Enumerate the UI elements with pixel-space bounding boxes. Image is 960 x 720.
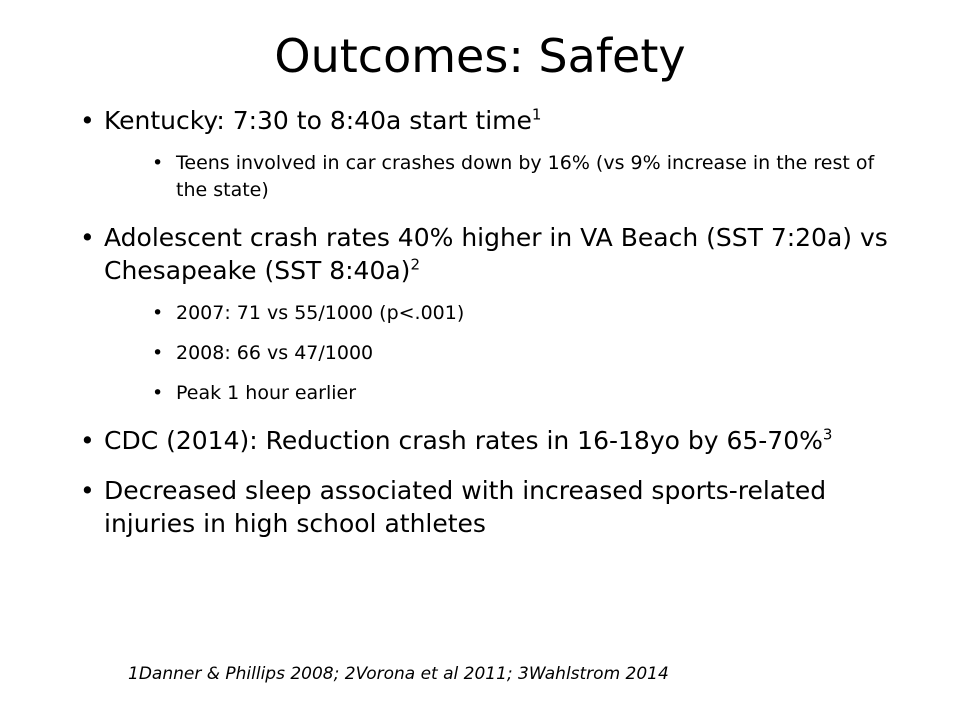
sub-bullet [152, 300, 900, 327]
bullet-dot-icon: • [80, 476, 95, 505]
sub-bullet-text: Teens involved in car crashes down by 16% (vs 9% increase in the rest of the state) [176, 152, 875, 201]
bullet-list [80, 104, 900, 557]
sub-bullet-list [152, 300, 900, 407]
sub-bullet-text: Peak 1 hour earlier [176, 382, 357, 404]
citation-superscript: 1 [531, 105, 542, 124]
bullet-dot-icon: • [152, 152, 164, 174]
bullet-text: Decreased sleep associated with increased sports-related injuries in high school athletes [104, 476, 827, 538]
bullet-text: CDC (2014): Reduction crash rates in 16-18yo by 65-70% [104, 426, 823, 455]
bullet-cdc [80, 424, 900, 457]
citation-superscript: 2 [410, 255, 420, 274]
bullet-crash-rates [80, 221, 900, 407]
bullet-text: Adolescent crash rates 40% higher in VA Beach (SST 7:20a) vs Chesapeake (SST 8:40a) [104, 223, 888, 285]
sub-bullet-text: 2008: 66 vs 47/1000 [176, 342, 374, 364]
bullet-text: Kentucky: 7:30 to 8:40a start time [104, 106, 532, 135]
bullet-dot-icon: • [80, 106, 95, 135]
bullet-dot-icon: • [152, 302, 164, 324]
references-footnote: 1Danner & Phillips 2008; 2Vorona et al 2011; 3Wahlstrom 2014 [128, 664, 669, 684]
sub-bullet-text: 2007: 71 vs 55/1000 (p<.001) [176, 302, 465, 324]
sub-bullet-list [152, 150, 900, 204]
citation-superscript: 3 [822, 425, 833, 444]
bullet-sleep-injuries [80, 474, 900, 540]
bullet-kentucky [80, 104, 900, 204]
sub-bullet [152, 380, 900, 407]
bullet-dot-icon: • [152, 382, 164, 404]
slide-title: Outcomes: Safety [274, 29, 686, 83]
bullet-dot-icon: • [80, 223, 95, 252]
bullet-dot-icon: • [152, 342, 164, 364]
bullet-dot-icon: • [80, 426, 95, 455]
sub-bullet [152, 340, 900, 367]
sub-bullet [152, 150, 900, 204]
